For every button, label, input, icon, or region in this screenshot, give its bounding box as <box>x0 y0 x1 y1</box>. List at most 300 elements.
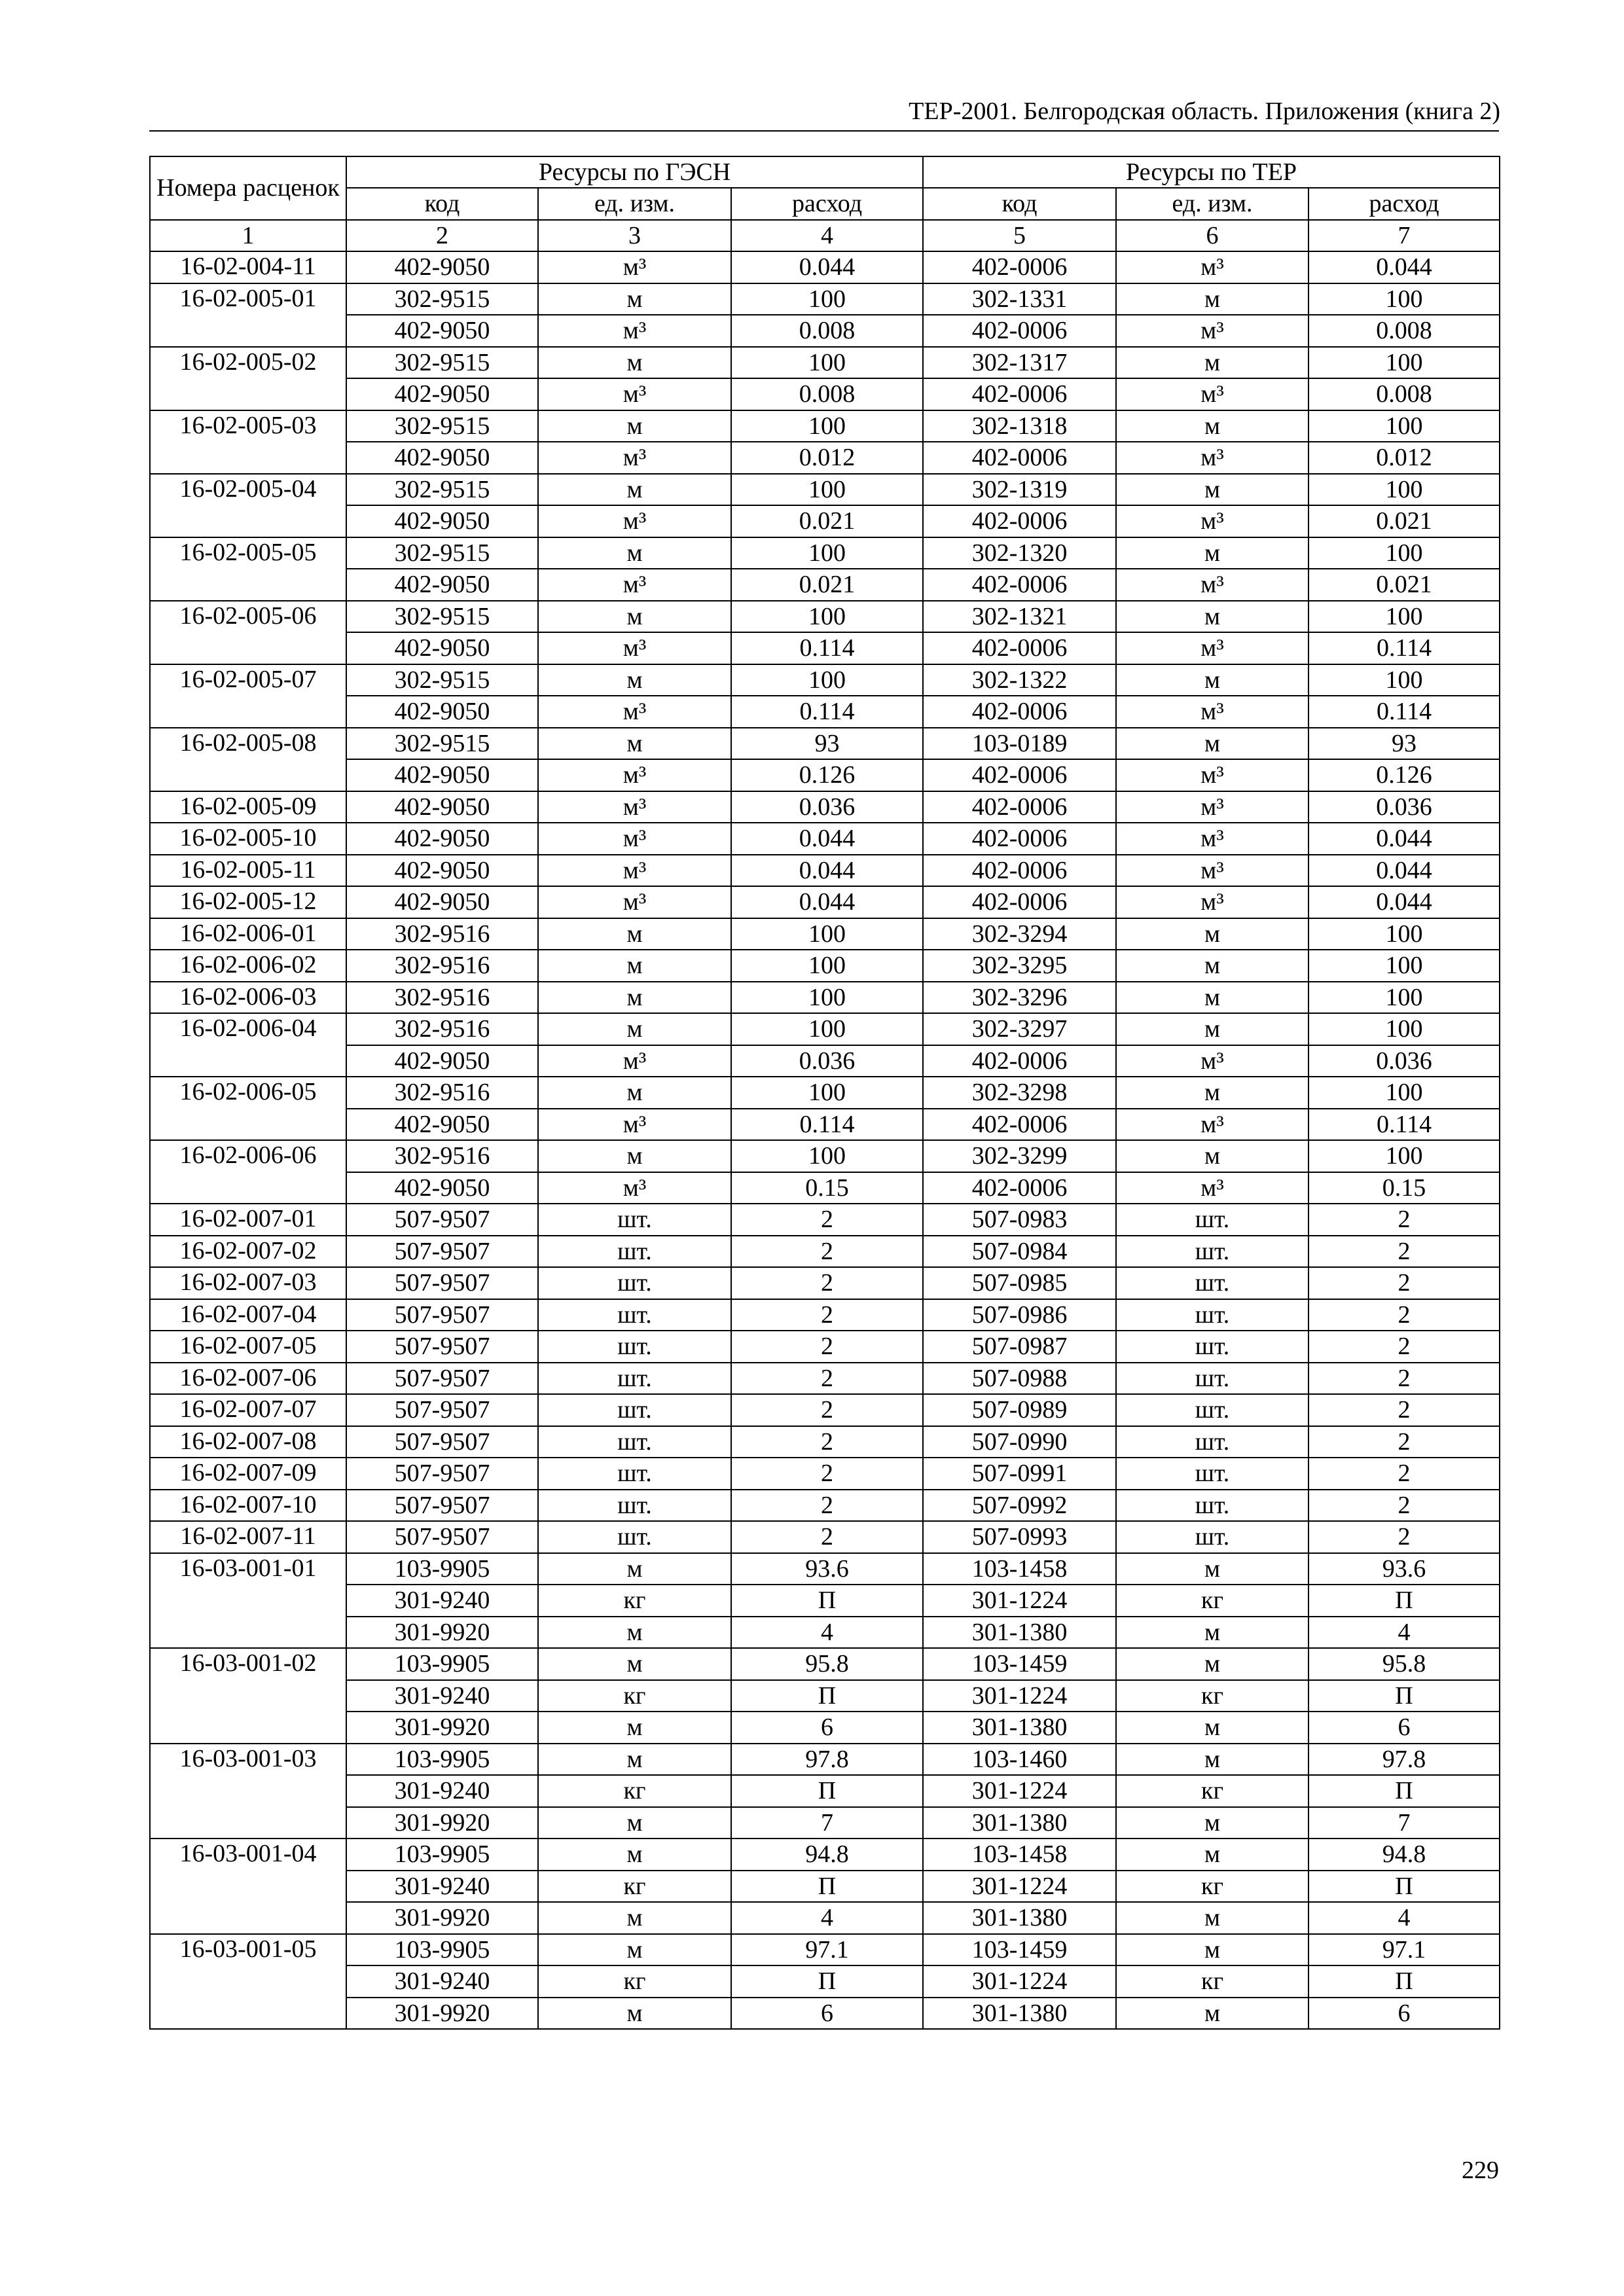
gesn-consumption-cell: 4 <box>731 1902 923 1934</box>
ter-consumption-cell: 0.114 <box>1308 1109 1500 1141</box>
gesn-unit-cell: м³ <box>538 632 731 664</box>
gesn-consumption-cell: 6 <box>731 1998 923 2030</box>
column-number: 4 <box>731 220 923 252</box>
gesn-consumption-cell: П <box>731 1871 923 1903</box>
table-row <box>150 442 1500 474</box>
rate-number-cell: 16-03-001-01 <box>150 1553 346 1649</box>
rate-number-cell: 16-03-001-04 <box>150 1839 346 1934</box>
ter-consumption-cell: 2 <box>1308 1299 1500 1331</box>
ter-code-cell: 402-0006 <box>923 696 1116 728</box>
ter-consumption-cell: 2 <box>1308 1490 1500 1522</box>
gesn-code-cell: 301-9240 <box>346 1965 538 1998</box>
ter-code-cell: 402-0006 <box>923 251 1116 283</box>
ter-code-cell: 301-1224 <box>923 1680 1116 1712</box>
gesn-unit-cell: м <box>538 664 731 696</box>
ter-consumption-cell: 0.008 <box>1308 315 1500 347</box>
gesn-unit-cell: м³ <box>538 791 731 823</box>
gesn-code-cell: 302-9515 <box>346 537 538 569</box>
ter-unit-cell: м³ <box>1116 823 1308 855</box>
gesn-unit-cell: шт. <box>538 1426 731 1458</box>
gesn-consumption-cell: 6 <box>731 1712 923 1744</box>
gesn-consumption-cell: 100 <box>731 1140 923 1172</box>
gesn-unit-cell: м³ <box>538 759 731 791</box>
column-number: 3 <box>538 220 731 252</box>
rate-number-cell: 16-02-007-07 <box>150 1394 346 1426</box>
table-row <box>150 1965 1500 1998</box>
ter-consumption-cell: 100 <box>1308 283 1500 315</box>
gesn-unit-cell: м <box>538 1140 731 1172</box>
rate-number-cell: 16-02-005-06 <box>150 601 346 664</box>
ter-unit-cell: м <box>1116 918 1308 950</box>
rate-number-cell: 16-03-001-03 <box>150 1744 346 1839</box>
ter-code-cell: 402-0006 <box>923 505 1116 537</box>
gesn-consumption-cell: 0.044 <box>731 855 923 887</box>
ter-consumption-cell: 97.1 <box>1308 1934 1500 1966</box>
table-row <box>150 791 1500 823</box>
ter-unit-cell: кг <box>1116 1680 1308 1712</box>
column-number: 5 <box>923 220 1116 252</box>
ter-consumption-cell: 0.036 <box>1308 1045 1500 1077</box>
gesn-consumption-cell: 100 <box>731 347 923 379</box>
table-row <box>150 378 1500 410</box>
rate-number-cell: 16-02-005-04 <box>150 474 346 537</box>
gesn-unit-cell: м <box>538 1902 731 1934</box>
ter-code-cell: 103-0189 <box>923 728 1116 760</box>
ter-unit-cell: м <box>1116 601 1308 633</box>
gesn-consumption-cell: 2 <box>731 1426 923 1458</box>
table-body <box>150 251 1500 2029</box>
ter-consumption-cell: 100 <box>1308 1140 1500 1172</box>
ter-unit-cell: м <box>1116 950 1308 982</box>
ter-consumption-cell: 94.8 <box>1308 1839 1500 1871</box>
ter-code-cell: 302-3294 <box>923 918 1116 950</box>
ter-unit-cell: кг <box>1116 1871 1308 1903</box>
rate-number-cell: 16-02-006-05 <box>150 1077 346 1140</box>
ter-unit-cell: шт. <box>1116 1204 1308 1236</box>
ter-code-cell: 402-0006 <box>923 569 1116 601</box>
ter-consumption-cell: 6 <box>1308 1712 1500 1744</box>
rate-number-cell: 16-02-007-08 <box>150 1426 346 1458</box>
rate-number-cell: 16-02-006-01 <box>150 918 346 950</box>
ter-code-cell: 302-1331 <box>923 283 1116 315</box>
table-row <box>150 1744 1500 1776</box>
gesn-unit-cell: м <box>538 950 731 982</box>
gesn-consumption-cell: 100 <box>731 918 923 950</box>
rate-number-cell: 16-02-007-11 <box>150 1521 346 1553</box>
gesn-consumption-cell: 0.126 <box>731 759 923 791</box>
ter-code-cell: 507-0993 <box>923 1521 1116 1553</box>
gesn-consumption-cell: 93.6 <box>731 1553 923 1585</box>
table-row <box>150 1775 1500 1807</box>
rate-number-cell: 16-02-007-10 <box>150 1490 346 1522</box>
ter-code-cell: 301-1224 <box>923 1965 1116 1998</box>
ter-consumption-cell: 100 <box>1308 982 1500 1014</box>
ter-code-cell: 402-0006 <box>923 759 1116 791</box>
gesn-code-cell: 402-9050 <box>346 569 538 601</box>
gesn-code-header: код <box>346 188 538 220</box>
ter-unit-cell: м <box>1116 1077 1308 1109</box>
gesn-code-cell: 301-9920 <box>346 1712 538 1744</box>
ter-consumption-cell: 100 <box>1308 601 1500 633</box>
gesn-code-cell: 402-9050 <box>346 251 538 283</box>
ter-unit-cell: м³ <box>1116 505 1308 537</box>
gesn-unit-cell: м <box>538 1934 731 1966</box>
gesn-unit-cell: шт. <box>538 1458 731 1490</box>
ter-consumption-cell: 0.15 <box>1308 1172 1500 1204</box>
gesn-consumption-cell: 100 <box>731 537 923 569</box>
ter-consumption-cell: П <box>1308 1680 1500 1712</box>
gesn-code-cell: 103-9905 <box>346 1553 538 1585</box>
ter-unit-header: ед. изм. <box>1116 188 1308 220</box>
gesn-unit-cell: м <box>538 410 731 442</box>
ter-unit-cell: м³ <box>1116 855 1308 887</box>
gesn-consumption-cell: 0.044 <box>731 823 923 855</box>
ter-code-cell: 302-3298 <box>923 1077 1116 1109</box>
gesn-consumption-cell: 100 <box>731 1013 923 1045</box>
ter-unit-cell: м <box>1116 537 1308 569</box>
gesn-code-cell: 507-9507 <box>346 1426 538 1458</box>
ter-unit-cell: м <box>1116 410 1308 442</box>
gesn-consumption-cell: 0.114 <box>731 1109 923 1141</box>
rate-number-cell: 16-02-005-01 <box>150 283 346 347</box>
gesn-unit-cell: м <box>538 918 731 950</box>
ter-code-cell: 402-0006 <box>923 632 1116 664</box>
gesn-unit-cell: м <box>538 1553 731 1585</box>
ter-unit-cell: м <box>1116 1712 1308 1744</box>
gesn-unit-cell: шт. <box>538 1394 731 1426</box>
rate-number-cell: 16-03-001-02 <box>150 1648 346 1744</box>
gesn-unit-cell: м³ <box>538 886 731 918</box>
gesn-consumption-cell: 2 <box>731 1331 923 1363</box>
gesn-code-cell: 103-9905 <box>346 1934 538 1966</box>
ter-consumption-cell: 0.126 <box>1308 759 1500 791</box>
gesn-code-cell: 301-9920 <box>346 1902 538 1934</box>
gesn-code-cell: 301-9240 <box>346 1871 538 1903</box>
gesn-consumption-cell: 2 <box>731 1490 923 1522</box>
ter-unit-cell: шт. <box>1116 1394 1308 1426</box>
ter-unit-cell: шт. <box>1116 1299 1308 1331</box>
ter-unit-cell: м <box>1116 1998 1308 2030</box>
ter-consumption-cell: 93 <box>1308 728 1500 760</box>
ter-code-cell: 507-0983 <box>923 1204 1116 1236</box>
ter-consumption-cell: П <box>1308 1585 1500 1617</box>
table-row <box>150 1998 1500 2030</box>
gesn-consumption-cell: П <box>731 1680 923 1712</box>
table-row <box>150 982 1500 1014</box>
rate-number-cell: 16-02-007-01 <box>150 1204 346 1236</box>
ter-code-cell: 301-1224 <box>923 1585 1116 1617</box>
rate-number-cell: 16-02-005-03 <box>150 410 346 474</box>
ter-unit-cell: м³ <box>1116 1045 1308 1077</box>
ter-consumption-cell: 2 <box>1308 1267 1500 1299</box>
table-row <box>150 1585 1500 1617</box>
gesn-unit-cell: м <box>538 1013 731 1045</box>
gesn-code-cell: 302-9516 <box>346 918 538 950</box>
rate-number-cell: 16-03-001-05 <box>150 1934 346 2030</box>
ter-code-cell: 302-3296 <box>923 982 1116 1014</box>
gesn-code-cell: 402-9050 <box>346 855 538 887</box>
gesn-unit-cell: м <box>538 1077 731 1109</box>
gesn-consumption-cell: 0.012 <box>731 442 923 474</box>
ter-unit-cell: м³ <box>1116 791 1308 823</box>
ter-unit-cell: м³ <box>1116 315 1308 347</box>
gesn-consumption-cell: 95.8 <box>731 1648 923 1680</box>
gesn-consumption-cell: 94.8 <box>731 1839 923 1871</box>
ter-unit-cell: м³ <box>1116 1172 1308 1204</box>
gesn-code-cell: 402-9050 <box>346 442 538 474</box>
table-row <box>150 950 1500 982</box>
ter-consumption-cell: 0.012 <box>1308 442 1500 474</box>
gesn-unit-header: ед. изм. <box>538 188 731 220</box>
ter-consumption-cell: 0.044 <box>1308 823 1500 855</box>
ter-consumption-cell: 0.021 <box>1308 569 1500 601</box>
rate-number-cell: 16-02-006-04 <box>150 1013 346 1077</box>
gesn-unit-cell: кг <box>538 1585 731 1617</box>
gesn-code-cell: 302-9515 <box>346 664 538 696</box>
gesn-unit-cell: шт. <box>538 1521 731 1553</box>
gesn-code-cell: 302-9516 <box>346 1077 538 1109</box>
table-row <box>150 1394 1500 1426</box>
ter-code-cell: 302-1317 <box>923 347 1116 379</box>
ter-consumption-cell: 100 <box>1308 664 1500 696</box>
gesn-unit-cell: м <box>538 1744 731 1776</box>
gesn-code-cell: 402-9050 <box>346 315 538 347</box>
gesn-consumption-cell: 100 <box>731 950 923 982</box>
gesn-consumption-cell: 0.044 <box>731 251 923 283</box>
rate-number-cell: 16-02-006-06 <box>150 1140 346 1204</box>
ter-code-cell: 402-0006 <box>923 378 1116 410</box>
ter-code-cell: 507-0985 <box>923 1267 1116 1299</box>
gesn-unit-cell: м <box>538 283 731 315</box>
ter-unit-cell: м <box>1116 1807 1308 1839</box>
gesn-consumption-cell: 7 <box>731 1807 923 1839</box>
table-row <box>150 1045 1500 1077</box>
table-row <box>150 1521 1500 1553</box>
gesn-code-cell: 302-9516 <box>346 982 538 1014</box>
gesn-code-cell: 507-9507 <box>346 1490 538 1522</box>
ter-code-cell: 507-0988 <box>923 1363 1116 1395</box>
table-row <box>150 1299 1500 1331</box>
ter-unit-cell: м <box>1116 347 1308 379</box>
table-row <box>150 1363 1500 1395</box>
gesn-consumption-cell: 100 <box>731 664 923 696</box>
ter-consumption-cell: 0.008 <box>1308 378 1500 410</box>
gesn-code-cell: 402-9050 <box>346 378 538 410</box>
table-row <box>150 918 1500 950</box>
rate-number-cell: 16-02-007-02 <box>150 1236 346 1268</box>
column-number: 2 <box>346 220 538 252</box>
ter-consumption-cell: 100 <box>1308 918 1500 950</box>
gesn-unit-cell: м <box>538 474 731 506</box>
ter-unit-cell: м³ <box>1116 442 1308 474</box>
ter-consumption-cell: 100 <box>1308 537 1500 569</box>
ter-unit-cell: м³ <box>1116 378 1308 410</box>
gesn-unit-cell: м <box>538 347 731 379</box>
ter-unit-cell: шт. <box>1116 1267 1308 1299</box>
ter-consumption-cell: 2 <box>1308 1426 1500 1458</box>
ter-consumption-cell: 0.114 <box>1308 632 1500 664</box>
gesn-consumption-cell: 0.036 <box>731 791 923 823</box>
ter-code-cell: 302-1322 <box>923 664 1116 696</box>
gesn-code-cell: 507-9507 <box>346 1299 538 1331</box>
rate-number-cell: 16-02-005-10 <box>150 823 346 855</box>
gesn-unit-cell: м³ <box>538 569 731 601</box>
ter-code-cell: 103-1458 <box>923 1839 1116 1871</box>
ter-code-cell: 507-0992 <box>923 1490 1116 1522</box>
ter-consumption-cell: П <box>1308 1775 1500 1807</box>
ter-consumption-cell: 100 <box>1308 410 1500 442</box>
gesn-unit-cell: кг <box>538 1871 731 1903</box>
gesn-consumption-cell: 0.021 <box>731 569 923 601</box>
gesn-unit-cell: м <box>538 1839 731 1871</box>
rate-number-cell: 16-02-006-03 <box>150 982 346 1014</box>
gesn-unit-cell: кг <box>538 1965 731 1998</box>
rate-number-cell: 16-02-007-09 <box>150 1458 346 1490</box>
table-row <box>150 1712 1500 1744</box>
table-row <box>150 664 1500 696</box>
gesn-consumption-cell: 100 <box>731 283 923 315</box>
table-row <box>150 569 1500 601</box>
table-row <box>150 315 1500 347</box>
ter-unit-cell: м³ <box>1116 569 1308 601</box>
ter-consumption-cell: 2 <box>1308 1458 1500 1490</box>
gesn-code-cell: 103-9905 <box>346 1839 538 1871</box>
ter-code-cell: 402-0006 <box>923 315 1116 347</box>
ter-unit-cell: м³ <box>1116 1109 1308 1141</box>
ter-unit-cell: м <box>1116 1140 1308 1172</box>
ter-code-cell: 402-0006 <box>923 855 1116 887</box>
gesn-unit-cell: м <box>538 1712 731 1744</box>
gesn-code-cell: 301-9240 <box>346 1680 538 1712</box>
gesn-code-cell: 507-9507 <box>346 1204 538 1236</box>
gesn-code-cell: 402-9050 <box>346 759 538 791</box>
ter-resources-header: Ресурсы по ТЕР <box>923 156 1500 188</box>
gesn-code-cell: 507-9507 <box>346 1363 538 1395</box>
table-row <box>150 601 1500 633</box>
rate-number-cell: 16-02-005-12 <box>150 886 346 918</box>
table-row <box>150 1267 1500 1299</box>
ter-code-cell: 302-1320 <box>923 537 1116 569</box>
ter-unit-cell: м <box>1116 664 1308 696</box>
rate-number-cell: 16-02-007-04 <box>150 1299 346 1331</box>
gesn-unit-cell: шт. <box>538 1331 731 1363</box>
table-row <box>150 1109 1500 1141</box>
gesn-consumption-cell: П <box>731 1585 923 1617</box>
gesn-consumption-cell: 2 <box>731 1299 923 1331</box>
gesn-consumption-cell: 2 <box>731 1267 923 1299</box>
ter-unit-cell: м <box>1116 474 1308 506</box>
table-head <box>150 156 1500 251</box>
gesn-consumption-cell: 2 <box>731 1236 923 1268</box>
gesn-consumption-cell: 2 <box>731 1363 923 1395</box>
gesn-code-cell: 302-9515 <box>346 283 538 315</box>
ter-consumption-cell: П <box>1308 1965 1500 1998</box>
ter-consumption-cell: 0.044 <box>1308 855 1500 887</box>
table-row <box>150 1648 1500 1680</box>
table-row <box>150 537 1500 569</box>
ter-unit-cell: м <box>1116 1744 1308 1776</box>
table-row <box>150 1140 1500 1172</box>
ter-unit-cell: шт. <box>1116 1521 1308 1553</box>
ter-consumption-cell: 4 <box>1308 1617 1500 1649</box>
running-header: ТЕР-2001. Белгородская область. Приложения (книга 2) <box>909 98 1500 125</box>
gesn-unit-cell: кг <box>538 1775 731 1807</box>
ter-consumption-cell: 93.6 <box>1308 1553 1500 1585</box>
table-row <box>150 1426 1500 1458</box>
ter-consumption-header: расход <box>1308 188 1500 220</box>
gesn-unit-cell: м³ <box>538 315 731 347</box>
rate-number-cell: 16-02-007-06 <box>150 1363 346 1395</box>
gesn-unit-cell: шт. <box>538 1299 731 1331</box>
gesn-code-cell: 402-9050 <box>346 886 538 918</box>
rate-number-cell: 16-02-007-05 <box>150 1331 346 1363</box>
gesn-consumption-cell: 2 <box>731 1521 923 1553</box>
ter-consumption-cell: 0.021 <box>1308 505 1500 537</box>
ter-consumption-cell: 4 <box>1308 1902 1500 1934</box>
gesn-unit-cell: м³ <box>538 442 731 474</box>
gesn-consumption-cell: 0.114 <box>731 632 923 664</box>
rate-number-cell: 16-02-005-08 <box>150 728 346 791</box>
ter-code-cell: 301-1380 <box>923 1617 1116 1649</box>
table-row <box>150 1934 1500 1966</box>
ter-code-header: код <box>923 188 1116 220</box>
gesn-unit-cell: м³ <box>538 855 731 887</box>
ter-unit-cell: м <box>1116 1839 1308 1871</box>
ter-unit-cell: м³ <box>1116 251 1308 283</box>
table-row <box>150 1871 1500 1903</box>
gesn-consumption-cell: 2 <box>731 1458 923 1490</box>
gesn-unit-cell: шт. <box>538 1236 731 1268</box>
table-row <box>150 474 1500 506</box>
table-row <box>150 505 1500 537</box>
gesn-unit-cell: шт. <box>538 1267 731 1299</box>
table-row <box>150 347 1500 379</box>
gesn-code-cell: 402-9050 <box>346 1109 538 1141</box>
gesn-unit-cell: м <box>538 1807 731 1839</box>
ter-code-cell: 301-1380 <box>923 1998 1116 2030</box>
gesn-code-cell: 103-9905 <box>346 1744 538 1776</box>
table-row <box>150 1617 1500 1649</box>
gesn-code-cell: 402-9050 <box>346 632 538 664</box>
gesn-code-cell: 302-9516 <box>346 1013 538 1045</box>
gesn-unit-cell: шт. <box>538 1363 731 1395</box>
gesn-consumption-header: расход <box>731 188 923 220</box>
ter-consumption-cell: 2 <box>1308 1521 1500 1553</box>
gesn-code-cell: 302-9515 <box>346 347 538 379</box>
ter-code-cell: 302-3295 <box>923 950 1116 982</box>
ter-code-cell: 402-0006 <box>923 791 1116 823</box>
gesn-code-cell: 302-9515 <box>346 601 538 633</box>
gesn-code-cell: 507-9507 <box>346 1331 538 1363</box>
ter-code-cell: 301-1224 <box>923 1775 1116 1807</box>
header-row-groups <box>150 156 1500 188</box>
ter-unit-cell: м <box>1116 1934 1308 1966</box>
column-number: 1 <box>150 220 346 252</box>
ter-unit-cell: м <box>1116 982 1308 1014</box>
gesn-consumption-cell: 2 <box>731 1394 923 1426</box>
ter-consumption-cell: П <box>1308 1871 1500 1903</box>
ter-code-cell: 402-0006 <box>923 1109 1116 1141</box>
ter-unit-cell: м <box>1116 1617 1308 1649</box>
gesn-code-cell: 402-9050 <box>346 823 538 855</box>
gesn-unit-cell: м³ <box>538 251 731 283</box>
rate-number-cell: 16-02-005-05 <box>150 537 346 601</box>
gesn-code-cell: 402-9050 <box>346 791 538 823</box>
ter-unit-cell: кг <box>1116 1775 1308 1807</box>
gesn-consumption-cell: 0.114 <box>731 696 923 728</box>
ter-unit-cell: шт. <box>1116 1458 1308 1490</box>
gesn-code-cell: 402-9050 <box>346 696 538 728</box>
